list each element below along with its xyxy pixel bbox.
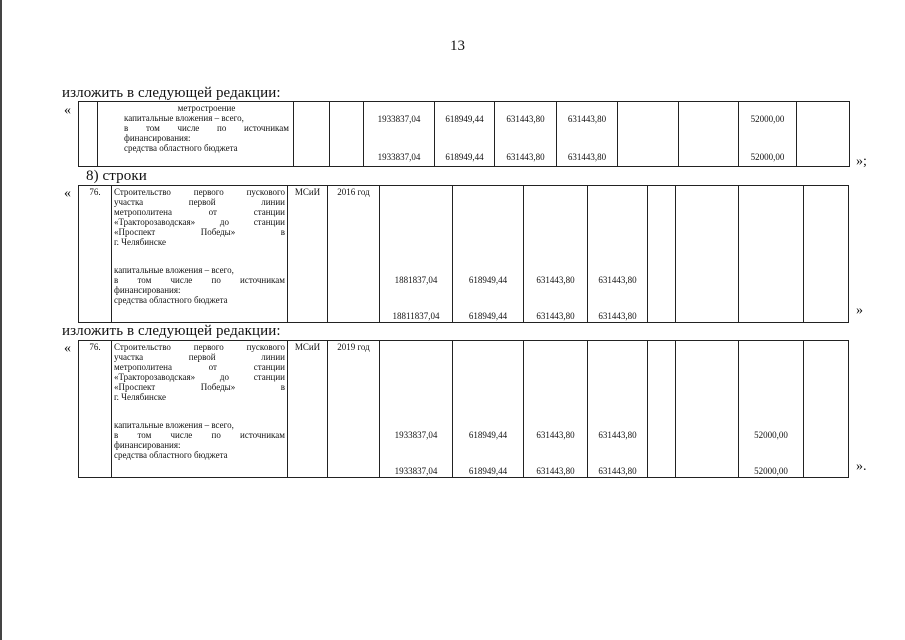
section1-open-quote: « (64, 103, 71, 118)
cell-value (524, 186, 588, 323)
cell-number (79, 341, 112, 478)
value-total: 631443,80 (536, 275, 575, 285)
cell-value (453, 186, 524, 323)
description-line: в том числе по источникам (114, 275, 285, 285)
cell-value (435, 102, 495, 167)
value-budget: 618949,44 (468, 466, 508, 476)
cell-description (112, 341, 288, 478)
value-budget: 52000,00 (754, 466, 788, 476)
row-number: 76. (89, 187, 101, 197)
cell-value (804, 341, 849, 478)
value-total: 1933837,04 (394, 430, 438, 440)
cell-value (588, 341, 648, 478)
value-budget: 18811837,04 (392, 311, 440, 321)
row-number: 76. (89, 342, 101, 352)
cell-description (98, 102, 294, 167)
description-line (114, 247, 285, 265)
value-budget: 631443,80 (598, 466, 637, 476)
cell-number (79, 186, 112, 323)
value-total: 618949,44 (468, 275, 508, 285)
value-total: 618949,44 (445, 114, 484, 124)
description-line: средства областного бюджета (114, 450, 228, 460)
description-line: Строительство первого пускового (114, 342, 285, 352)
value-total: 631443,80 (598, 275, 637, 285)
scan-edge-line (0, 0, 2, 640)
table-metro-new-2019 (78, 340, 849, 478)
cell-org (288, 341, 328, 478)
year-label: 2016 год (337, 187, 370, 197)
description-line: средства областного бюджета (124, 143, 238, 153)
description-line: «Тракторозаводская» до станции (114, 372, 285, 382)
table-metro-new (78, 101, 850, 167)
description-line: г. Челябинске (114, 392, 167, 402)
cell-value (676, 341, 739, 478)
cell-year (330, 102, 364, 167)
cell-value (524, 341, 588, 478)
value-total: 52000,00 (750, 114, 785, 124)
cell-value (380, 341, 453, 478)
section1-heading: изложить в следующей редакции: (62, 85, 281, 101)
section3-close-quote: ». (856, 459, 867, 474)
table-metro-old (78, 185, 849, 323)
section1-close-quote: »; (856, 154, 867, 169)
cell-value (804, 186, 849, 323)
cell-value (679, 102, 739, 167)
value-budget: 618949,44 (445, 152, 484, 162)
cell-number (79, 102, 98, 167)
value-total: 618949,44 (468, 430, 508, 440)
cell-value (380, 186, 453, 323)
description-line: в том числе по источникам (124, 123, 289, 133)
description-line: капитальные вложения – всего, (114, 420, 234, 430)
description-line: участка первой линии (114, 197, 285, 207)
description-line: финансирования: (114, 285, 181, 295)
org-code: МСиИ (294, 187, 321, 197)
cell-description (112, 186, 288, 323)
cell-value (739, 341, 804, 478)
cell-value (618, 102, 679, 167)
value-budget: 631443,80 (536, 311, 575, 321)
value-total: 631443,80 (567, 114, 607, 124)
description-line: «Тракторозаводская» до станции (114, 217, 285, 227)
value-budget: 631443,80 (567, 152, 607, 162)
year-label: 2019 год (337, 342, 370, 352)
value-budget: 618949,44 (468, 311, 508, 321)
description-line: метрополитена от станции (114, 362, 285, 372)
description-line: финансирования: (124, 133, 191, 143)
description-line: «Проспект Победы» в (114, 382, 285, 392)
description-line (114, 402, 285, 420)
value-total: 631443,80 (598, 430, 637, 440)
description-line: «Проспект Победы» в (114, 227, 285, 237)
cell-year (328, 186, 380, 323)
section3-open-quote: « (64, 341, 71, 356)
cell-value (453, 341, 524, 478)
value-total: 1881837,04 (394, 275, 438, 285)
cell-value (739, 102, 797, 167)
cell-year (328, 341, 380, 478)
cell-value (495, 102, 557, 167)
value-total: 52000,00 (754, 430, 788, 440)
section2-open-quote: « (64, 186, 71, 201)
section2-close-quote: » (856, 303, 863, 318)
description-line: в том числе по источникам (114, 430, 285, 440)
description-line: метрополитена от станции (114, 207, 285, 217)
description-line: капитальные вложения – всего, (124, 113, 244, 123)
value-budget: 631443,80 (536, 466, 575, 476)
page-number: 13 (450, 38, 465, 54)
value-budget: 1933837,04 (394, 466, 438, 476)
description-line: финансирования: (114, 440, 181, 450)
cell-org (294, 102, 330, 167)
cell-value (648, 341, 676, 478)
section3-heading: изложить в следующей редакции: (62, 323, 281, 339)
value-budget: 52000,00 (750, 152, 785, 162)
value-total: 631443,80 (536, 430, 575, 440)
section2-heading: 8) строки (86, 168, 147, 184)
description-line: капитальные вложения – всего, (114, 265, 234, 275)
cell-value (588, 186, 648, 323)
value-budget: 1933837,04 (377, 152, 421, 162)
value-total: 631443,80 (506, 114, 545, 124)
cell-value (648, 186, 676, 323)
description-line: Строительство первого пускового (114, 187, 285, 197)
org-code: МСиИ (294, 342, 321, 352)
cell-value (364, 102, 435, 167)
cell-value (676, 186, 739, 323)
cell-value (797, 102, 850, 167)
description-line: метростроение (177, 103, 236, 113)
cell-value (557, 102, 618, 167)
value-budget: 631443,80 (598, 311, 637, 321)
value-total: 1933837,04 (377, 114, 421, 124)
cell-value (739, 186, 804, 323)
value-budget: 631443,80 (506, 152, 545, 162)
cell-org (288, 186, 328, 323)
description-line: участка первой линии (114, 352, 285, 362)
description-line: г. Челябинске (114, 237, 167, 247)
description-line: средства областного бюджета (114, 295, 228, 305)
